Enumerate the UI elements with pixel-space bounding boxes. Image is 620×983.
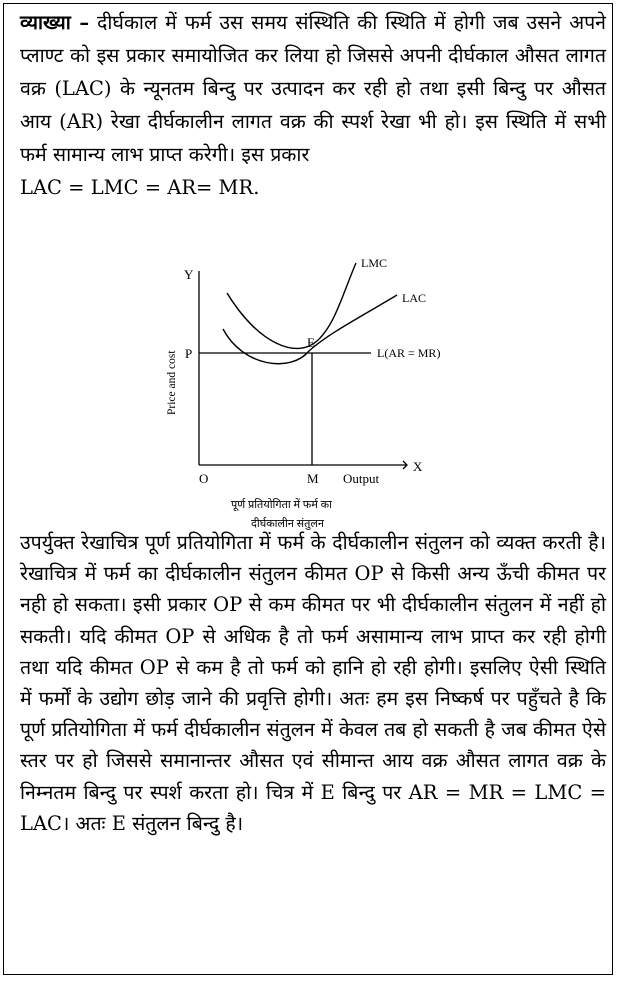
body-paragraph: उपर्युक्त रेखाचित्र पूर्ण प्रतियोगिता में फर्म के दीर्घकालीन संतुलन को व्यक्त करती है। रेखाचित्र में फर्म का दीर्घकालीन संतुलन कीमत OP से किसी अन्य ऊँची कीमत पर नही हो सकता। इसी प्रकार OP से कम कीमत पर भी दीर्घकालीन संतुलन में नहीं हो सकती। यदि कीमत OP से अधिक है तो फर्म असामान्य लाभ प्राप्त कर रही होगी तथा यदि कीमत OP से कम है तो फर्म को हानि हो रही होगी। इसलिए ऐसी स्थिति में फर्मों के उद्योग छोड़ जाने की प्रवृत्ति होगी। अतः हम इस निष्कर्ष पर पहुँचते है कि पूर्ण प्रतियोगिता में फर्म दीर्घकालीन संतुलन में केवल तब हो सकती है जब कीमत ऐसे स्तर पर हो जिससे समानान्तर औसत एवं सीमान्त आय वक्र औसत लागत वक्र के निम्नतम बिन्दु पर स्पर्श करता हो। चित्र में E बिन्दु पर AR = MR = LMC = LAC। अतः E संतुलन बिन्दु है। — [20, 531, 606, 835]
output-label: Output — [343, 471, 380, 486]
explanation-paragraph — [20, 6, 606, 204]
equilibrium-diagram — [159, 249, 469, 534]
y-axis-label: Y — [184, 267, 194, 282]
price-label: P — [185, 346, 193, 361]
ar-mr-label: L(AR = MR) — [377, 346, 441, 360]
point-e-label: E — [307, 335, 315, 350]
price-cost-axis-title: Price and cost — [166, 350, 178, 415]
lmc-label: LMC — [361, 256, 388, 270]
lmc-curve — [227, 263, 356, 348]
equilibrium-equation: LAC = LMC = AR= MR. — [20, 176, 260, 199]
lac-label: LAC — [402, 291, 426, 305]
origin-label: O — [199, 471, 209, 486]
diagram-caption-line-1: पूर्ण प्रतियोगिता में फर्म का — [231, 499, 332, 511]
explanation-lead: व्याख्या – — [20, 11, 90, 34]
x-axis-label: X — [413, 459, 423, 474]
page-frame — [3, 3, 613, 975]
diagram-caption-line-2: दीर्घकालीन संतुलन — [251, 518, 324, 530]
explanation-text: दीर्घकाल में फर्म उस समय संस्थिति की स्थिति में होगी जब उसने अपने प्लाण्ट को इस प्रकार समायोजित कर लिया हो जिससे अपनी दीर्घकाल औसत लागत वक्र (LAC) के न्यूनतम बिन्दु पर उत्पादन कर रही हो तथा इसी बिन्दु पर औसत आय (AR) रेखा दीर्घकालीन लागत वक्र की स्पर्श रेखा भी हो। इस स्थिति में सभी फर्म सामान्य लाभ प्राप्त करेगी। इस प्रकार — [20, 11, 606, 166]
quantity-label: M — [307, 471, 319, 486]
